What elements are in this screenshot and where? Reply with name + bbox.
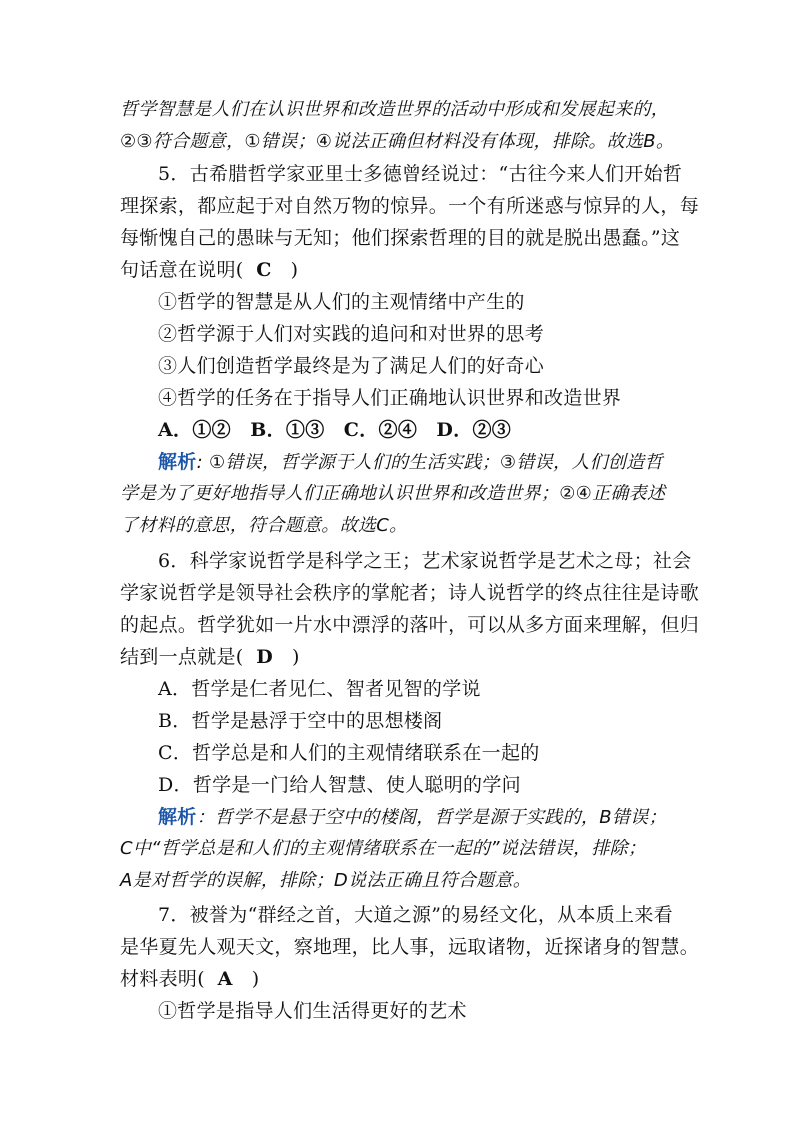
question-6-line: 学家说哲学是领导社会秩序的掌舵者；诗人说哲学的终点往往是诗歌 <box>120 582 700 604</box>
question-6-option: B．哲学是悬浮于空中的思想楼阁 <box>158 710 443 732</box>
question-6-stem-end: 结到一点就是( <box>120 646 244 668</box>
question-7-line: 7．被誉为“群经之首，大道之源”的易经文化，从本质上来看 <box>158 904 673 926</box>
question-7-paren-close: ) <box>251 968 260 990</box>
question-5-option: ①哲学的智慧是从人们的主观情绪中产生的 <box>158 291 525 313</box>
question-7-stem-end: 材料表明( <box>120 968 205 990</box>
question-5-option: ③人们创造哲学最终是为了满足人们的好奇心 <box>158 355 545 377</box>
explanation-line: 了材料的意思，符合题意。故选C。 <box>120 515 408 536</box>
question-5-line: 每惭愧自己的愚昧与无知；他们探索哲理的目的就是脱出愚蠢。”这 <box>120 227 681 249</box>
question-5-stem-end: 句话意在说明( <box>120 259 244 281</box>
question-5-paren-close: ) <box>290 259 299 281</box>
question-5-option: ②哲学源于人们对实践的追问和对世界的思考 <box>158 323 545 345</box>
question-6-option: A．哲学是仁者见仁、智者见智的学说 <box>158 678 481 700</box>
explanation-line: ②③符合题意，①错误；④说法正确但材料没有体现，排除。故选B。 <box>120 131 675 152</box>
explanation-line: C中“哲学总是和人们的主观情绪联系在一起的”说法错误，排除； <box>120 838 647 859</box>
question-5-choices: A．①② B．①③ C．②④ D．②③ <box>158 419 512 441</box>
question-5-option: ④哲学的任务在于指导人们正确地认识世界和改造世界 <box>158 387 622 409</box>
question-6-line: 的起点。哲学犹如一片水中漂浮的落叶，可以从多方面来理解，但归 <box>120 614 700 636</box>
explanation-label: 解析 <box>158 451 197 473</box>
question-7-option: ①哲学是指导人们生活得更好的艺术 <box>158 1000 467 1022</box>
question-6-explanation <box>158 801 667 833</box>
question-5-line: 5．古希腊哲学家亚里士多德曾经说过：“古往今来人们开始哲 <box>158 163 683 185</box>
explanation-text: ：哲学不是悬于空中的楼阁，哲学是源于实践的，B错误； <box>196 807 667 828</box>
question-5-answer: C <box>256 259 272 281</box>
question-7-answer: A <box>217 968 233 990</box>
question-5-explanation <box>158 446 663 478</box>
explanation-line: A是对哲学的误解，排除；D说法正确且符合题意。 <box>120 870 532 891</box>
question-6-paren-close: ) <box>292 646 300 668</box>
explanation-label: 解析 <box>158 806 197 828</box>
explanation-line: 学是为了更好地指导人们正确地认识世界和改造世界；②④正确表述 <box>120 483 666 504</box>
question-6-line: 6．科学家说哲学是科学之王；艺术家说哲学是艺术之母；社会 <box>158 550 692 572</box>
question-6-option: D．哲学是一门给人智慧、使人聪明的学问 <box>158 774 521 796</box>
question-6-line <box>120 641 300 673</box>
question-7-line: 是华夏先人观天文，察地理，比人事，远取诸物，近探诸身的智慧。 <box>120 936 700 958</box>
question-6-option: C．哲学总是和人们的主观情绪联系在一起的 <box>158 742 540 764</box>
question-7-line <box>120 963 259 995</box>
question-5-line: 理探索，都应起于对自然万物的惊异。一个有所迷惑与惊异的人，每 <box>120 195 700 217</box>
question-5-line <box>120 254 298 286</box>
explanation-line: 哲学智慧是人们在认识世界和改造世界的活动中形成和发展起来的， <box>120 99 669 120</box>
explanation-text: : ①错误，哲学源于人们的生活实践；③错误，人们创造哲 <box>196 452 663 473</box>
question-6-answer: D <box>256 646 273 668</box>
